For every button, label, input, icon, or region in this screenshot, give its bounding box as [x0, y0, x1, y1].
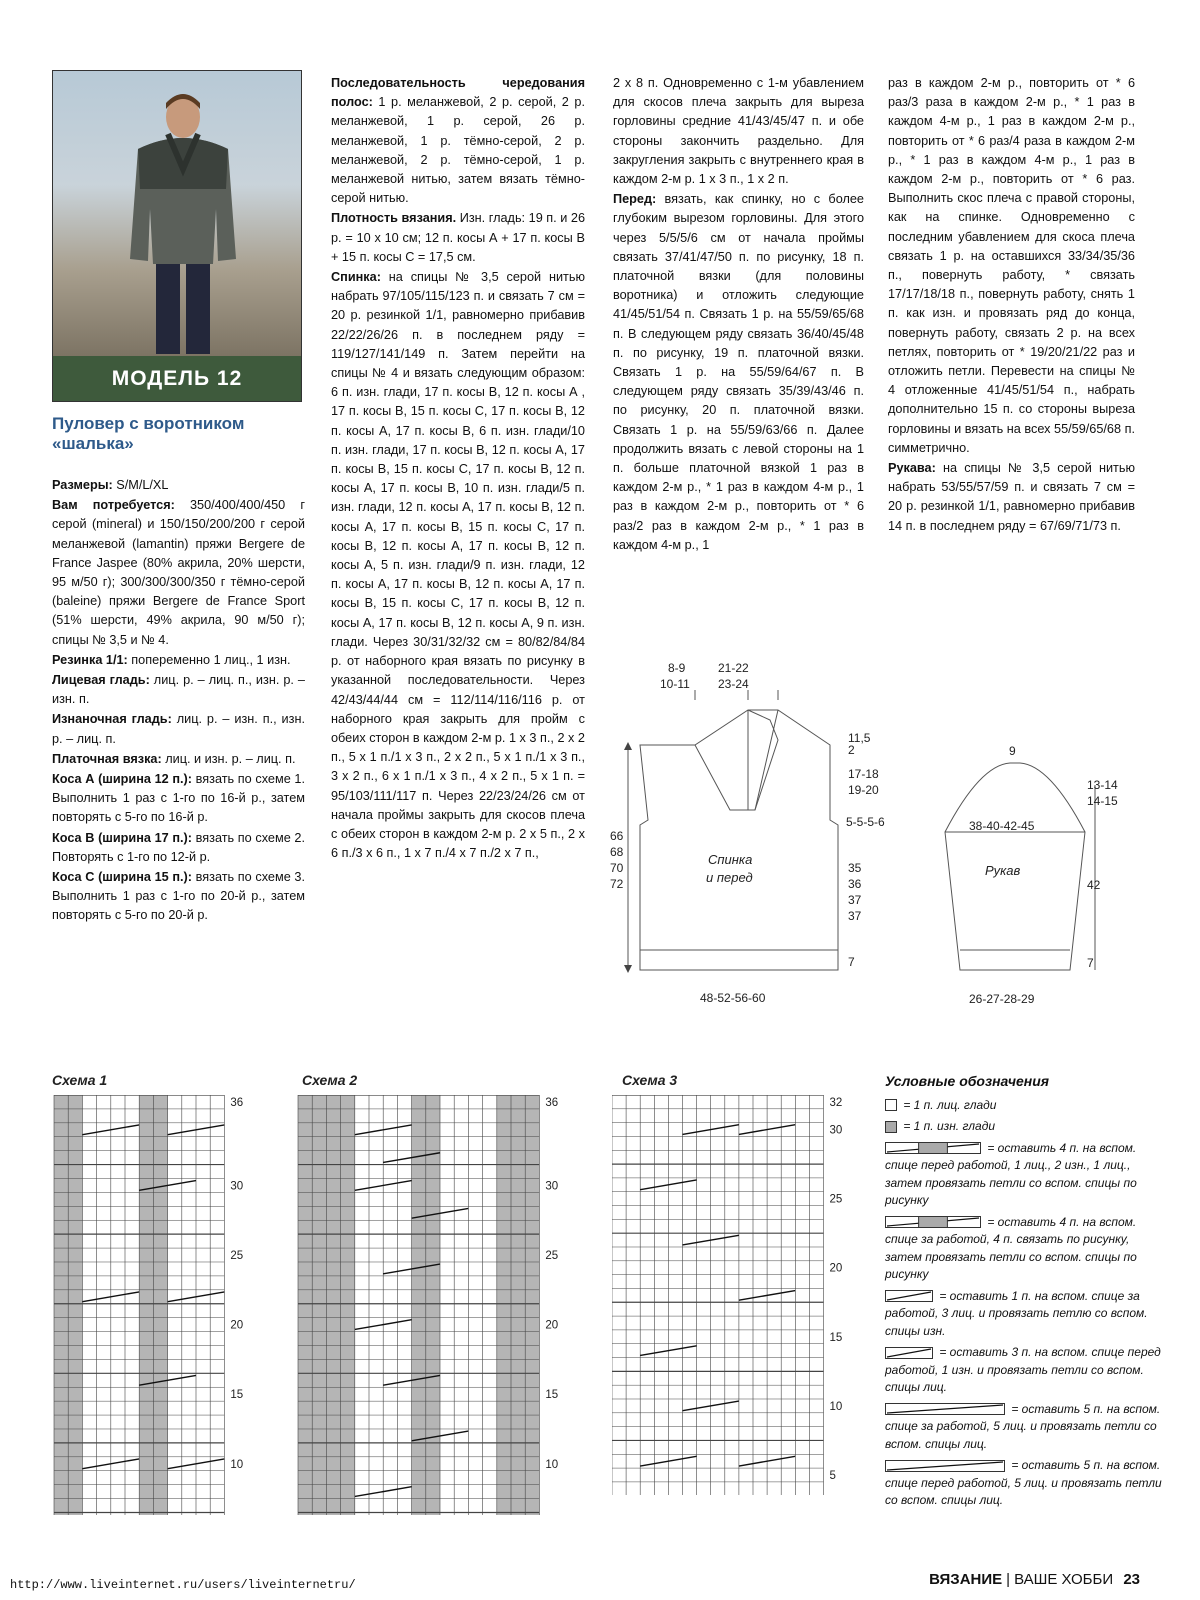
paragraph [52, 651, 305, 670]
magazine-name: ВЯЗАНИЕ [929, 1571, 1003, 1588]
text-column-2 [331, 74, 585, 864]
row-number: 36 [545, 1096, 559, 1109]
paragraph-heading: Изнаночная гладь: [52, 712, 172, 727]
purl-column [412, 1095, 426, 1515]
paragraph-text: Изн. гладь: 19 п. и 26 р. = 10 х 10 см; 12 п. косы А + 17 п. косы В + 15 п. косы С = 17,5 см. [331, 211, 586, 264]
legend-symbol-icon [885, 1347, 933, 1359]
paragraph-text: вязать по схеме 3. Выполнить 1 раз с 1-го по 20-й р., затем повторять с 5-го по 20-й р. [52, 870, 305, 923]
purl-column [497, 1095, 511, 1515]
purl-column [298, 1095, 312, 1515]
purl-column [153, 1095, 167, 1515]
paragraph [52, 829, 305, 867]
legend-text: = оставить 4 п. на вспом. спице перед работой, 1 лиц., 2 изн., 1 лиц., затем провязать петли со вспом. спицы по рисунку [885, 1140, 1137, 1207]
paragraph [888, 459, 1135, 536]
sleeve-dim-7: 7 [1087, 956, 1094, 970]
sleeve-pattern-diagram [935, 745, 1135, 1025]
paragraph-heading: Плотность вязания. [331, 211, 457, 226]
paragraph-heading: Спинка: [331, 270, 381, 285]
paragraph [613, 190, 864, 555]
row-number: 5 [829, 1469, 836, 1482]
purl-column [68, 1095, 82, 1515]
body-dim-11-5: 11,5 [848, 731, 871, 745]
paragraph-heading: Последовательность чередования полос: [331, 76, 585, 110]
sleeve-dim-top: 9 [1009, 745, 1016, 758]
paragraph-text: 1 р. меланжевой, 2 р. серой, 2 р. меланжевой, 1 р. серой, 26 р. меланжевой, 1 р. тёмно-серой, 2 р. меланжевой, 2 р. тёмно-серой, 1 р. меланжевой нитью, затем вязать тёмно-серой нитью. [331, 95, 585, 206]
chart-3-grid [612, 1095, 872, 1495]
row-number: 15 [545, 1389, 559, 1402]
legend-item [885, 1288, 1165, 1341]
model-photo [52, 70, 302, 402]
legend-text: = оставить 4 п. на вспом. спице за работой, 4 п. связать по рисунку, затем провязать петли со вспом. спицы по рисунку [885, 1214, 1137, 1281]
paragraph-text: 2 х 8 п. Одновременно с 1-м убавлением для скосов плеча закрыть для выреза горловины средние 41/43/45/47 п. и обе стороны закончить раздельно. Для закругления закрыть с внутреннего края в каждом 2-м р. 1 х 3 п., 1 х 2 п. [613, 76, 864, 187]
row-number: 30 [545, 1180, 559, 1193]
row-number: 20 [829, 1262, 843, 1275]
row-number: 36 [230, 1096, 244, 1109]
legend-item [885, 1214, 1165, 1284]
paragraph [52, 710, 305, 748]
paragraph-text: на спицы № 3,5 серой нитью набрать 97/105/115/123 п. и связать 7 см = 20 р. резинкой 1/1, равномерно прибавив 22/22/26/26 п. в последнем ряду = 119/127/141/149 п. Затем перейти на спицы № 4 и вязать следующим образом: 6 п. изн. глади, 17 п. косы В, 12 п. косы А , 17 п. косы В, 15 п. косы С, 17 п. косы В, 12 п. косы А, 17 п. косы В, 6 п. изн. глади/10 п. изн. глади, 17 п. косы В, 12 п. косы А, 17 п. косы В, 15 п. косы С, 17 п. косы В, 12 п. косы А, 17 п. косы В, 10 п. изн. глади/5 п. изн. глади, 12 п. косы А, 17 п. косы В, 12 п. косы А, 17 п. косы В, 15 п. косы С, 17 п. косы В, 12 п. косы А, 17 п. косы В, 12 п. косы А, 5 п. изн. глади/9 п. изн. глади, 12 п. косы А, 17 п. косы В, 12 п. косы А, 17 п. косы В, 15 п. косы С, 17 п. косы В, 12 п. косы А, 17 п. косы В, 12 п. косы А, 9 п. изн. глади. Через 30/31/32/32 см = 80/82/84/84 р. от наборного края вязать по рисунку в указанной последовательности. Через 42/43/44/44 см = 112/114/116/116 р. от наборного края закрыть для пройм с обеих сторон в каждом 2-м р. 1 х 3 п., 2 х 2 п., 5 х 1 п./1 х 3 п., 2 х 2 п., 5 х 1 п./1 х 3 п., 3 х 2 п., 6 х 1 п./1 х 3 п., 4 х 2 п., 5 х 1 п. = 95/103/111/117 п. Через 22/23/24/26 см от начала проймы закрыть для скосов плеча с обеих сторон в каждом 2-м р. 2 х 5 п., 2 х 6 п./3 х 6 п., 1 х 7 п./4 х 7 п./2 х 7 п., [331, 270, 585, 861]
paragraph-text: 350/400/400/450 г серой (mineral) и 150/150/200/200 г серой меланжевой (lamantin) пряжи Bergere de France Jaspee (80% акрила, 20% шерсти, 95 м/50 г); 300/300/300/350 г тёмно-серой (baleine) пряжи Bergere de France Sport (51% шерсти, 49% акрила, 90 м/50 г); спицы № 3,5 и № 4. [52, 498, 305, 647]
legend-item [885, 1140, 1165, 1210]
legend-text: = оставить 5 п. на вспом. спице перед работой, 5 лиц. и провязать петли со вспом. спицы лиц. [885, 1458, 1162, 1507]
legend-symbol-icon [885, 1121, 897, 1133]
legend-item [885, 1097, 1165, 1115]
paragraph-heading: Рукава: [888, 461, 936, 476]
paragraph-text: S/M/L/XL [112, 478, 169, 492]
paragraph-text: на спицы № 3,5 серой нитью набрать 53/55/57/59 п. и связать 7 см = 20 р. резинкой 1/1, равномерно прибавив 14 п. в последнем ряду = 67/69/71/73 п. [888, 461, 1135, 533]
chart-1-grid [40, 1095, 270, 1515]
chart-1-title: Схема 1 [52, 1072, 108, 1088]
paragraph [331, 74, 585, 208]
purl-column [341, 1095, 355, 1515]
row-number: 25 [829, 1193, 843, 1206]
sleeve-dim-bottom: 26-27-28-29 [969, 992, 1035, 1006]
chart-2-title: Схема 2 [302, 1072, 358, 1088]
text-column-4 [888, 74, 1135, 537]
paragraph [52, 476, 305, 495]
paragraph-text: лиц. и изн. р. – лиц. п. [161, 751, 296, 766]
paragraph-text: попеременно 1 лиц., 1 изн. [127, 652, 291, 667]
legend-symbol-icon [885, 1460, 1005, 1472]
legend-item [885, 1118, 1165, 1136]
body-dim-top-left-1: 8-9 [668, 661, 686, 675]
footer-url: http://www.liveinternet.ru/users/liveinternetru/ [10, 1578, 356, 1592]
paragraph [888, 74, 1135, 458]
purl-column [54, 1095, 68, 1515]
magazine-subtitle: ВАШЕ ХОББИ [1014, 1571, 1114, 1588]
purl-column [426, 1095, 440, 1515]
legend-symbol-icon [885, 1290, 933, 1302]
body-dim-70: 70 [610, 861, 624, 875]
body-label-1: Спинка [708, 852, 753, 867]
purl-column [525, 1095, 539, 1515]
paragraph-heading: Резинка 1/1: [52, 652, 128, 667]
body-dim-66: 66 [610, 829, 624, 843]
paragraph-heading: Перед: [613, 192, 657, 207]
magazine-separator: | [1006, 1571, 1011, 1588]
chart-2-grid [290, 1095, 590, 1515]
purl-column [326, 1095, 340, 1515]
legend-symbol-icon [885, 1403, 1005, 1415]
photo-image [53, 71, 301, 356]
row-number: 30 [230, 1180, 244, 1193]
row-number: 32 [829, 1096, 843, 1109]
legend-text: = 1 п. лиц. глади [900, 1097, 997, 1112]
body-dim-top-mid-2: 23-24 [718, 677, 749, 691]
body-dim-bottom: 48-52-56-60 [700, 991, 766, 1005]
paragraph [331, 209, 585, 267]
row-number: 15 [230, 1389, 244, 1402]
footer-magazine [929, 1571, 1140, 1588]
body-dim-2: 2 [848, 743, 855, 757]
sleeve-label: Рукав [985, 863, 1021, 878]
purl-column [312, 1095, 326, 1515]
legend-title: Условные обозначения [885, 1073, 1050, 1089]
row-number: 10 [829, 1400, 843, 1413]
body-dim-68: 68 [610, 845, 624, 859]
paragraph-heading: Лицевая гладь: [52, 673, 150, 688]
sleeve-dim-14-15: 14-15 [1087, 794, 1118, 808]
paragraph-heading: Коса А (ширина 12 п.): [52, 772, 192, 787]
body-label-2: и перед [706, 870, 753, 885]
legend-symbol-icon [885, 1216, 981, 1228]
body-dim-72: 72 [610, 877, 624, 891]
body-dim-7: 7 [848, 955, 855, 969]
legend [885, 1073, 1165, 1514]
legend-text: = оставить 5 п. на вспом. спице за работой, 5 лиц. и провязать петли со вспом. спицы лиц. [885, 1401, 1161, 1451]
text-column-1 [52, 476, 305, 927]
paragraph-text: раз в каждом 2-м р., повторить от * 6 раз/3 раза в каждом 2-м р., * 1 раз в каждом 4-м р., 1 раз в каждом 2-м р., повторить от * 6 раз/4 раза в каждом 2-м р., * 1 раз в каждом 4-м р., 1 раз в каждом 2-м р., повторить от * 6 раз. Выполнить скос плеча с правой стороны, как на спинке. Одновременно с последним убавлением для скоса плеча связать 1 р. на оставшихся 33/34/35/36 п., повернуть работу, * связать 17/17/18/18 п., повернуть работу, снять 1 п. как изн. и провязать ряд до конца, повернуть работу, связать 2 р. на всех петлях, повторить от * 19/20/21/22 раз и отложить петли. Перевести на спицы № 4 отложенные 41/45/51/54 п., набрать дополнительно 15 п. со стороны выреза горловины и вязать на всех 55/59/65/68 п. симметрично. [888, 76, 1135, 455]
body-dim-17-18: 17-18 [848, 767, 879, 781]
body-dim-35: 35 [848, 861, 862, 875]
legend-symbol-icon [885, 1142, 981, 1154]
legend-item [885, 1457, 1165, 1510]
paragraph [52, 496, 305, 650]
paragraph-heading: Размеры: [52, 478, 113, 492]
body-dim-37a: 37 [848, 893, 862, 907]
paragraph-heading: Коса С (ширина 15 п.): [52, 870, 192, 885]
paragraph-text: лиц. р. – лиц. п., изн. р. – изн. п. [52, 673, 305, 707]
paragraph-text: вязать, как спинку, но с более глубоким вырезом горловины. Для этого через 5/5/5/6 см от начала проймы связать 37/41/47/50 п. по рисунку, 18 п. платочной вязки (для половины воротника) и отложить следующие 41/45/51/54 п. Связать 1 р. на 55/59/65/68 п. В следующем ряду связать 36/40/45/48 п. по рисунку, 19 п. платочной вязки. Связать 1 р. на 55/59/64/67 п. В следующем ряду связать 35/39/43/46 п. по рисунку, 20 п. платочной вязки. Связать 1 р. на 55/59/63/66 п. Далее продолжить вязать с левой стороны на 1 п. больше платочной вязкой 1 раз в каждом 2-м р., * 1 раз в каждом 4-м р., 1 раз в каждом 2-м р., повторить от * 6 раз/2 раз в каждом 2-м р., * 1 раз в каждом 4-м р., 1 [613, 192, 864, 552]
paragraph [52, 750, 305, 769]
paragraph-text: лиц. р. – изн. п., изн. р. – лиц. п. [52, 712, 305, 746]
legend-item [885, 1344, 1165, 1397]
model-label: МОДЕЛЬ 12 [53, 356, 301, 401]
body-dim-5556: 5-5-5-6 [846, 815, 885, 829]
row-number: 10 [230, 1458, 244, 1471]
paragraph-heading: Коса В (ширина 17 п.): [52, 830, 192, 845]
model-title: Пуловер с воротником «шалька» [52, 414, 245, 453]
sleeve-dim-42: 42 [1087, 878, 1101, 892]
row-number: 15 [829, 1331, 843, 1344]
row-number: 25 [230, 1250, 244, 1263]
paragraph [52, 671, 305, 709]
purl-column [139, 1095, 153, 1515]
legend-text: = оставить 3 п. на вспом. спице перед работой, 1 изн. и провязать петли со вспом. спицы лиц. [885, 1345, 1161, 1394]
paragraph-text: вязать по схеме 1. Выполнить 1 раз с 1-го по 16-й р., затем повторять с 5-го по 16-й р. [52, 772, 305, 825]
purl-column [511, 1095, 525, 1515]
page-number: 23 [1123, 1571, 1140, 1588]
legend-text: = 1 п. изн. глади [900, 1119, 996, 1133]
body-dim-37b: 37 [848, 909, 862, 923]
body-dim-top-left-2: 10-11 [660, 677, 690, 691]
legend-symbol-icon [885, 1099, 897, 1111]
row-number: 20 [545, 1319, 559, 1332]
body-dim-19-20: 19-20 [848, 783, 879, 797]
paragraph [52, 770, 305, 828]
row-number: 10 [545, 1458, 559, 1471]
man-in-sweater-illustration [128, 89, 238, 356]
legend-text: = оставить 1 п. на вспом. спице за работой, 3 лиц. и провязать петлю со вспом. спицы изн. [885, 1288, 1148, 1338]
paragraph-heading: Платочная вязка: [52, 751, 162, 766]
paragraph [52, 868, 305, 926]
body-dim-36: 36 [848, 877, 862, 891]
sleeve-dim-13-14: 13-14 [1087, 778, 1118, 792]
text-column-3 [613, 74, 864, 556]
chart-3-title: Схема 3 [622, 1072, 678, 1088]
legend-item [885, 1401, 1165, 1454]
paragraph-heading: Вам потребуется: [52, 498, 175, 513]
row-number: 25 [545, 1250, 559, 1263]
row-number: 20 [230, 1319, 244, 1332]
body-dim-top-mid-1: 21-22 [718, 661, 749, 675]
sleeve-dim-width: 38-40-42-45 [969, 819, 1035, 833]
paragraph [613, 74, 864, 189]
row-number: 30 [829, 1124, 843, 1137]
paragraph [331, 268, 585, 863]
body-pattern-diagram [600, 650, 900, 1020]
paragraph-text: вязать по схеме 2. Повторять с 1-го по 12-й р. [52, 830, 305, 864]
